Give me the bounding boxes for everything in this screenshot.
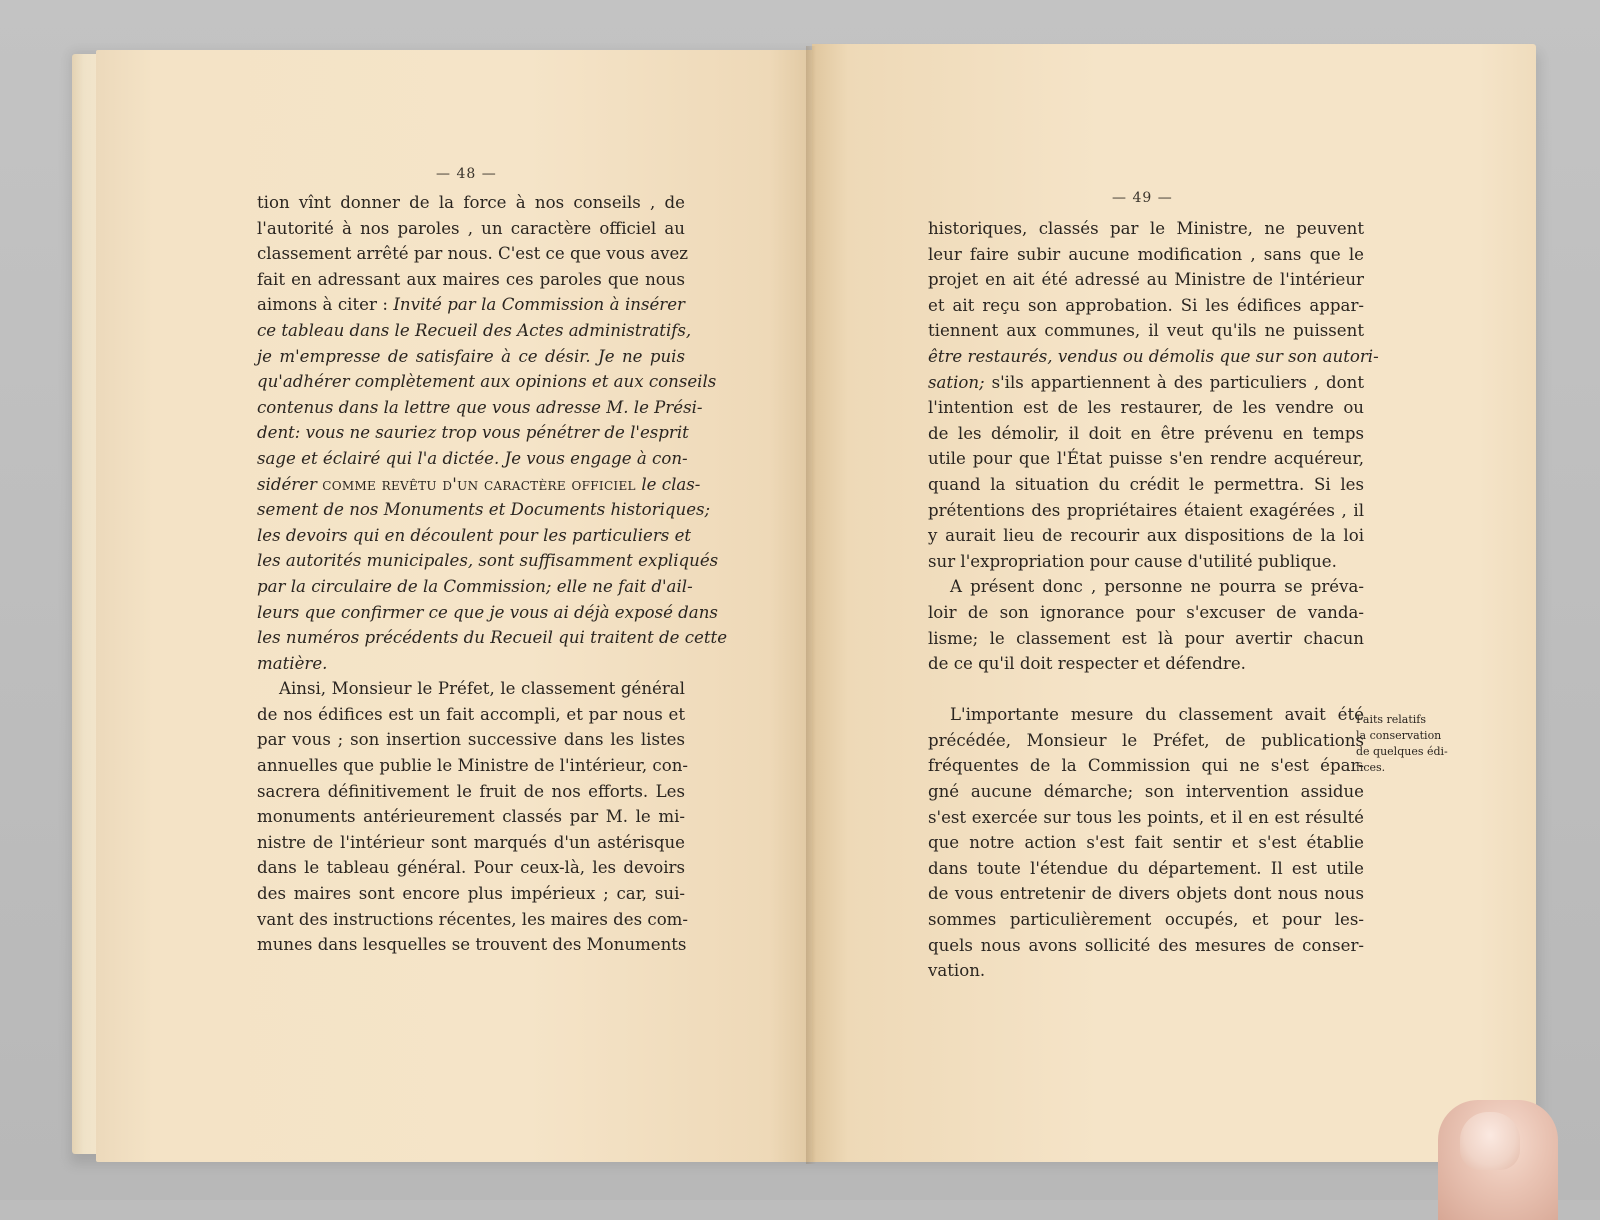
text-segment: munes dans lesquelles se trouvent des Monuments — [257, 935, 687, 955]
text-segment: de nos édifices est un fait accompli, et par nous et — [257, 704, 685, 724]
text-segment: nistre de l'intérieur sont marqués d'un astérisque — [257, 832, 685, 852]
text-segment: sage et éclairé qui l'a dictée. Je vous engage à con- — [257, 448, 688, 468]
margin-note-line: la conservation — [1356, 729, 1442, 742]
text-segment: classement arrêté par nous. C'est ce que vous avez — [257, 244, 689, 264]
text-segment: projet en ait été adressé au Ministre de l'intérieur — [928, 270, 1364, 290]
text-line — [928, 626, 1364, 652]
text-segment: précédée, Monsieur le Préfet, de publications — [928, 730, 1364, 750]
text-line — [928, 370, 1364, 396]
text-line — [928, 702, 1364, 728]
text-segment: y aurait lieu de recourir aux dispositions de la loi — [928, 526, 1364, 546]
thumbnail-nail — [1460, 1112, 1520, 1170]
text-segment: les devoirs qui en découlent pour les particuliers et — [257, 525, 692, 545]
right-page-number: — 49 — — [1112, 190, 1173, 206]
text-segment: contenus dans la lettre que vous adresse M. le Prési- — [257, 397, 703, 417]
text-segment: que notre action s'est fait sentir et s'est établie — [928, 833, 1364, 853]
text-line — [257, 907, 689, 933]
text-segment: tiennent aux communes, il veut qu'ils ne puissent — [928, 321, 1364, 341]
margin-note-line: de quelques édi- — [1356, 745, 1448, 758]
text-segment: s'ils appartiennent à des particuliers , dont — [991, 372, 1364, 392]
text-segment: A présent donc , personne ne pourra se préva- — [950, 577, 1364, 597]
text-line — [257, 574, 693, 600]
text-line — [928, 267, 1364, 293]
text-segment: gné aucune démarche; son intervention assidue — [928, 782, 1364, 802]
text-segment: les numéros précédents du Recueil qui traitent de cette — [257, 628, 728, 648]
text-segment: dans toute l'étendue du département. Il est utile — [928, 858, 1364, 878]
text-line — [257, 395, 703, 421]
text-line — [928, 395, 1364, 421]
text-segment: comme revêtu d'un caractère officiel — [322, 474, 642, 494]
text-segment: sacrera définitivement le fruit de nos efforts. Les — [257, 781, 685, 801]
text-segment: lisme; le classement est là pour avertir chacun — [928, 628, 1364, 648]
text-line — [257, 855, 685, 881]
text-segment: de les démolir, il doit en être prévenu en temps — [928, 423, 1364, 443]
text-segment: dent: vous ne sauriez trop vous pénétrer de l'esprit — [257, 423, 689, 443]
text-line — [257, 804, 685, 830]
text-segment: des maires sont encore plus impérieux ; car, sui- — [257, 884, 685, 904]
text-segment: Invité par la Commission à insérer — [393, 295, 685, 315]
text-segment: monuments antérieurement classés par M. le mi- — [257, 807, 685, 827]
text-line — [928, 600, 1364, 626]
text-line — [257, 676, 685, 702]
text-line — [257, 779, 685, 805]
text-line — [257, 420, 689, 446]
text-segment: de ce qu'il doit respecter et défendre. — [928, 654, 1246, 674]
text-line — [257, 472, 701, 498]
text-line — [928, 779, 1364, 805]
text-line — [257, 523, 692, 549]
text-segment: fait en adressant aux maires ces paroles que nous — [257, 269, 685, 289]
text-segment: sement de nos Monuments et Documents historiques; — [257, 500, 711, 520]
text-line — [928, 856, 1364, 882]
text-segment: fréquentes de la Commission qui ne s'est épar- — [928, 756, 1364, 776]
text-line — [257, 344, 685, 370]
text-segment: tion vînt donner de la force à nos conseils , de — [257, 193, 685, 212]
text-line — [928, 344, 1379, 370]
left-page-number: — 48 — — [436, 166, 497, 182]
text-line — [257, 727, 685, 753]
text-segment: par vous ; son insertion successive dans les listes — [257, 730, 685, 750]
margin-note-line: fices. — [1356, 761, 1386, 774]
text-line — [257, 267, 685, 293]
text-segment: les autorités municipales, sont suffisamment expliqués — [257, 551, 719, 571]
right-page-body — [928, 216, 1379, 984]
text-segment: qu'adhérer complètement aux opinions et aux conseils — [257, 372, 717, 392]
margin-note-line: Faits relatifs — [1356, 713, 1427, 726]
text-line — [928, 881, 1364, 907]
text-line — [928, 651, 1364, 677]
text-segment: leur faire subir aucune modification , sans que le — [928, 244, 1364, 264]
text-line — [928, 830, 1364, 856]
text-line — [257, 497, 711, 523]
text-line — [257, 702, 685, 728]
text-line — [928, 907, 1364, 933]
text-segment: dans le tableau général. Pour ceux-là, les devoirs — [257, 858, 685, 878]
text-segment: ce tableau dans le Recueil des Actes administratifs, — [257, 320, 692, 340]
text-line — [257, 881, 685, 907]
text-line — [928, 549, 1364, 575]
text-line — [257, 446, 688, 472]
text-line — [928, 318, 1364, 344]
text-line — [257, 369, 717, 395]
text-segment: je m'empresse de satisfaire à ce désir. Je ne puis — [257, 346, 685, 366]
text-segment: utile pour que l'État puisse s'en rendre acquéreur, — [928, 449, 1364, 469]
text-line — [257, 241, 689, 267]
text-segment: être restaurés, vendus ou démolis que sur son autori- — [928, 346, 1379, 366]
text-segment: annuelles que publie le Ministre de l'intérieur, con- — [257, 756, 688, 776]
text-line — [928, 472, 1364, 498]
text-segment: l'intention est de les restaurer, de les vendre ou — [928, 398, 1364, 418]
text-segment: quels nous avons sollicité des mesures de conser- — [928, 935, 1364, 955]
text-line — [928, 933, 1364, 959]
text-segment: sur l'expropriation pour cause d'utilité publique. — [928, 551, 1337, 571]
text-segment: sation; — [928, 372, 992, 392]
text-line — [928, 677, 1364, 703]
text-line — [257, 753, 688, 779]
text-segment: par la circulaire de la Commission; elle ne fait d'ail- — [257, 576, 693, 596]
text-segment: s'est exercée sur tous les points, et il en est résulté — [928, 807, 1364, 827]
text-segment: sommes particulièrement occupés, et pour les- — [928, 910, 1364, 930]
text-line — [928, 293, 1364, 319]
text-line — [257, 548, 719, 574]
text-line — [928, 574, 1364, 600]
text-line — [257, 932, 685, 958]
text-segment: Ainsi, Monsieur le Préfet, le classement général — [279, 679, 685, 699]
text-segment: de vous entretenir de divers objets dont nous nous — [928, 884, 1364, 904]
text-line — [928, 421, 1364, 447]
text-line — [257, 216, 685, 242]
text-segment: vation. — [928, 961, 986, 981]
text-segment: et ait reçu son approbation. Si les édifices appar- — [928, 295, 1364, 315]
margin-note — [1356, 712, 1448, 776]
text-segment: vant des instructions récentes, les maires des com- — [257, 909, 689, 929]
text-line — [257, 830, 685, 856]
text-segment: L'importante mesure du classement avait été — [950, 705, 1364, 725]
text-line — [928, 805, 1364, 831]
text-line — [257, 190, 685, 216]
text-line — [928, 242, 1364, 268]
text-segment: prétentions des propriétaires étaient exagérées , il — [928, 500, 1364, 520]
text-line — [928, 446, 1364, 472]
text-line — [928, 728, 1364, 754]
text-segment: matière. — [257, 653, 328, 673]
text-line — [928, 958, 1364, 984]
text-line — [257, 625, 728, 651]
text-line — [928, 753, 1364, 779]
text-segment: le clas- — [641, 474, 701, 494]
text-segment: leurs que confirmer ce que je vous ai déjà exposé dans — [257, 602, 718, 622]
text-line — [928, 498, 1364, 524]
text-line — [257, 318, 692, 344]
text-segment: quand la situation du crédit le permettra. Si les — [928, 474, 1364, 494]
text-segment: loir de son ignorance pour s'excuser de vanda- — [928, 602, 1364, 622]
text-line — [257, 651, 685, 677]
text-line — [928, 216, 1364, 242]
text-line — [257, 600, 718, 626]
text-segment: sidérer — [257, 474, 323, 494]
text-segment: aimons à citer : — [257, 295, 394, 315]
left-page-body — [257, 190, 728, 958]
text-segment: l'autorité à nos paroles , un caractère officiel au — [257, 218, 685, 238]
book-gutter — [806, 46, 816, 1164]
text-line — [928, 523, 1364, 549]
text-line — [257, 292, 685, 318]
text-segment: historiques, classés par le Ministre, ne peuvent — [928, 219, 1364, 238]
